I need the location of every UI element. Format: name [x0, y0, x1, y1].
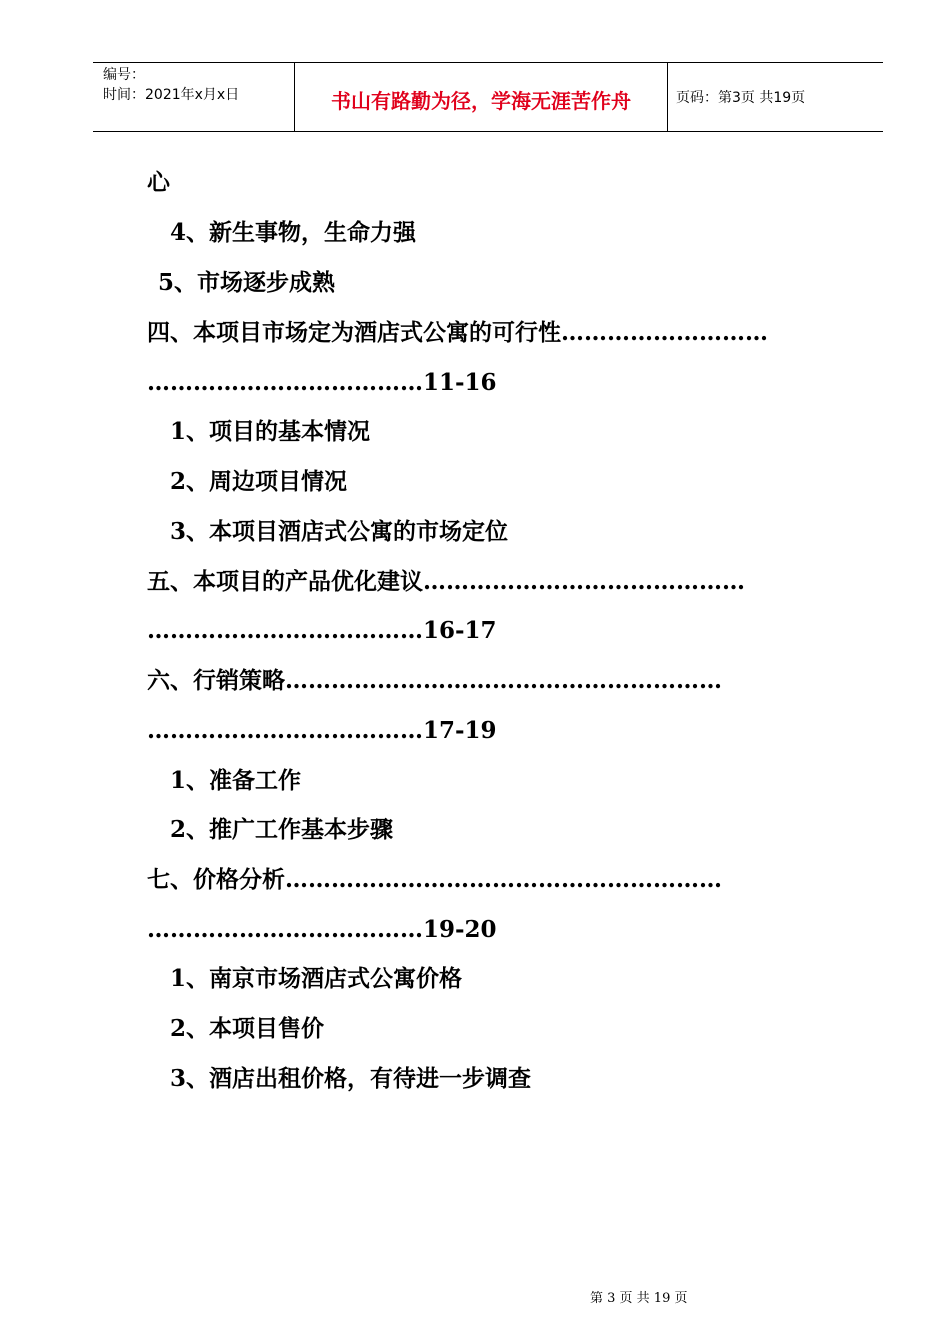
toc-line: 五、本项目的产品优化建议…………………………………… [147, 568, 745, 595]
header-right-cell [668, 63, 883, 131]
header-motto: 书山有路勤为径，学海无涯苦作舟 [331, 89, 631, 113]
code-label: 编号： [103, 67, 145, 83]
toc-line: 1、项目的基本情况 [170, 418, 371, 445]
header-middle-cell [295, 63, 668, 131]
toc-line: 2、推广工作基本步骤 [170, 816, 394, 843]
toc-line: ………………………………11-16 [147, 369, 497, 396]
toc-line: ………………………………16-17 [147, 617, 497, 644]
header-page-info: 页码：第3页 共19页 [676, 90, 806, 106]
toc-line: ………………………………19-20 [147, 916, 497, 943]
toc-line: 3、酒店出租价格，有待进一步调查 [170, 1065, 532, 1092]
toc-line: 1、准备工作 [170, 767, 302, 794]
toc-line: 七、价格分析………………………………………………… [147, 866, 722, 893]
page-header [93, 62, 883, 132]
toc-line: 4、新生事物，生命力强 [170, 219, 417, 246]
header-left-cell [93, 63, 295, 131]
toc-line: 四、本项目市场定为酒店式公寓的可行性……………………… [147, 319, 768, 346]
toc-line: 2、周边项目情况 [170, 468, 348, 495]
toc-line: 六、行销策略………………………………………………… [147, 667, 722, 694]
toc-line: 心 [147, 169, 170, 196]
page-footer: 第 3 页 共 19 页 [590, 1291, 688, 1306]
toc-line: 1、南京市场酒店式公寓价格 [170, 965, 463, 992]
toc-line: 2、本项目售价 [170, 1015, 325, 1042]
toc-line: 3、本项目酒店式公寓的市场定位 [170, 518, 509, 545]
time-label: 时间：2021年x月x日 [103, 87, 240, 103]
toc-line: 5、市场逐步成熟 [158, 269, 336, 296]
toc-line: ………………………………17-19 [147, 717, 497, 744]
